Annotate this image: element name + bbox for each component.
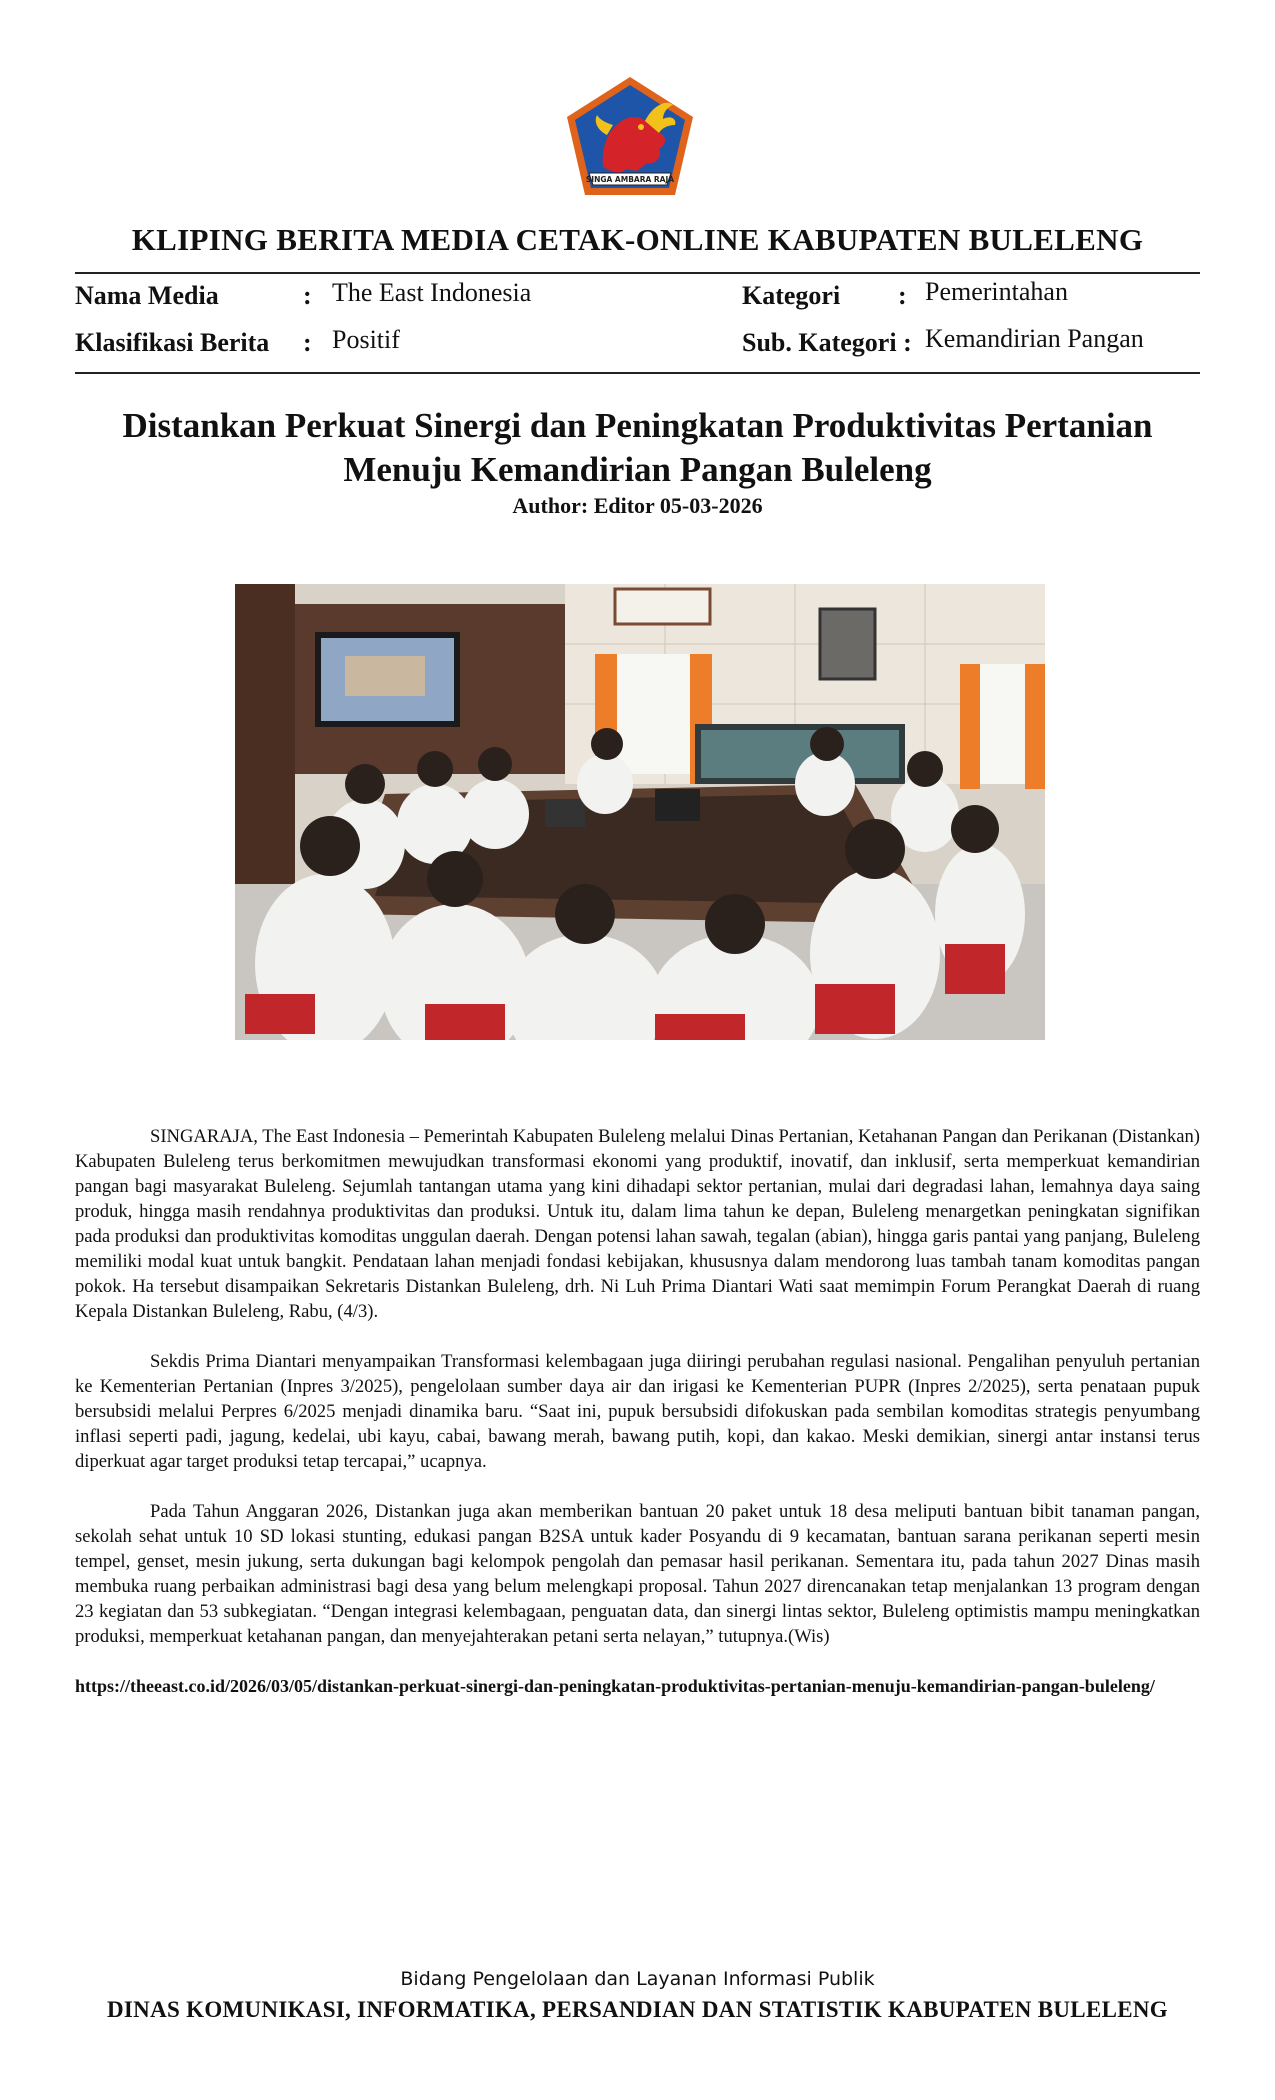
source-url-link[interactable]: https://theeast.co.id/2026/03/05/distankan-perkuat-sinergi-dan-peningkatan-produktivitas-pertanian-menuju-kemandirian-pangan-buleleng/ (75, 1676, 1155, 1696)
category-colon: : (898, 281, 907, 310)
media-colon: : (303, 281, 312, 310)
subcategory-label: Sub. Kategori : (742, 328, 912, 357)
media-label: Nama Media (75, 281, 219, 310)
media-value: The East Indonesia (332, 278, 532, 307)
meeting-photo-icon (235, 584, 1045, 1040)
article-paragraph-3: Pada Tahun Anggaran 2026, Distankan juga akan memberikan bantuan 20 paket untuk 18 desa meliputi bantuan bibit tanaman pangan, sekolah sehat untuk 10 SD lokasi stunting, edukasi pangan B2SA untuk kader Posyandu di 9 kecamatan, bantuan sarana perikanan seperti mesin tempel, genset, mesin jukung, serta dukungan bagi kelompok pengolah dan pemasar hasil perikanan. Sementara itu, pada tahun 2027 Dinas masih membuka ruang perbaikan administrasi bagi desa yang belum melengkapi proposal. Tahun 2027 direncanakan tetap menjalankan 13 program dengan 23 kegiatan dan 53 subkegiatan. “Dengan integrasi kelembagaan, penguatan data, dan sinergi lintas sektor, Buleleng optimistis mampu meningkatkan produksi, memperkuat ketahanan pangan, dan menyejahterakan petani serta nelayan,” tutupnya.(Wis) (75, 1501, 1200, 1647)
article-paragraph-2: Sekdis Prima Diantari menyampaikan Transformasi kelembagaan juga diiringi perubahan regulasi nasional. Pengalihan penyuluh pertanian ke Kementerian Pertanian (Inpres 3/2025), pengelolaan sumber daya air dan irigasi ke Kementerian PUPR (Inpres 2/2025), serta penataan pupuk bersubsidi melalui Perpres 6/2025 menjadi dinamika baru. “Saat ini, pupuk bersubsidi difokuskan pada sembilan komoditas strategis penyumbang inflasi seperti padi, jagung, kedelai, ubi kayu, cabai, bawang merah, bawang putih, kopi, dan kakao. Meski demikian, sinergi antar instansi terus diperkuat agar target produksi tetap tercapai,” ucapnya. (75, 1351, 1200, 1472)
article-headline (75, 404, 1200, 492)
footer-subtitle: Bidang Pengelolaan dan Layanan Informasi Publik (400, 1968, 875, 1990)
buleleng-regency-emblem-icon (563, 75, 697, 199)
classification-value: Positif (332, 325, 400, 354)
classification-label: Klasifikasi Berita (75, 328, 270, 357)
headline-line-1: Distankan Perkuat Sinergi dan Peningkatan Produktivitas Pertanian (122, 406, 1153, 445)
category-value: Pemerintahan (925, 277, 1068, 306)
classification-colon: : (303, 328, 312, 357)
category-label: Kategori (742, 281, 841, 310)
logo-ribbon-text: SINGA AMBARA RAJA (585, 175, 675, 184)
footer-title: DINAS KOMUNIKASI, INFORMATIKA, PERSANDIAN DAN STATISTIK KABUPATEN BULELENG (107, 1997, 1168, 2022)
top-divider (75, 272, 1200, 274)
headline-line-2: Menuju Kemandirian Pangan Buleleng (343, 450, 932, 489)
bottom-divider (75, 372, 1200, 374)
article-author: Author: Editor 05-03-2026 (512, 493, 763, 518)
article-body (75, 1124, 1200, 1724)
article-paragraph-1: SINGARAJA, The East Indonesia – Pemerintah Kabupaten Buleleng melalui Dinas Pertanian, Ketahanan Pangan dan Perikanan (Distankan) Kabupaten Buleleng terus berkomitmen mewujudkan transformasi ekonomi yang produktif, inovatif, dan inklusif, serta memperkuat kemandirian pangan bagi masyarakat Buleleng. Sejumlah tantangan utama yang kini dihadapi sektor pertanian, mulai dari degradasi lahan, lemahnya daya saing produk, hingga masih rendahnya produktivitas dan produksi. Untuk itu, dalam lima tahun ke depan, Buleleng menargetkan peningkatan signifikan pada produksi dan produktivitas komoditas unggulan daerah. Dengan potensi lahan sawah, tegalan (abian), hingga garis pantai yang panjang, Buleleng memiliki modal kuat untuk bangkit. Pendataan lahan menjadi fondasi kebijakan, khususnya dalam mendorong luas tambah tanam komoditas pangan pokok. Ha tersebut disampaikan Sekretaris Distankan Buleleng, drh. Ni Luh Prima Diantari Wati saat memimpin Forum Perangkat Daerah di ruang Kepala Distankan Buleleng, Rabu, (4/3). (75, 1126, 1200, 1322)
kliping-title: KLIPING BERITA MEDIA CETAK-ONLINE KABUPATEN BULELENG (131, 222, 1144, 257)
subcategory-value: Kemandirian Pangan (925, 324, 1144, 353)
